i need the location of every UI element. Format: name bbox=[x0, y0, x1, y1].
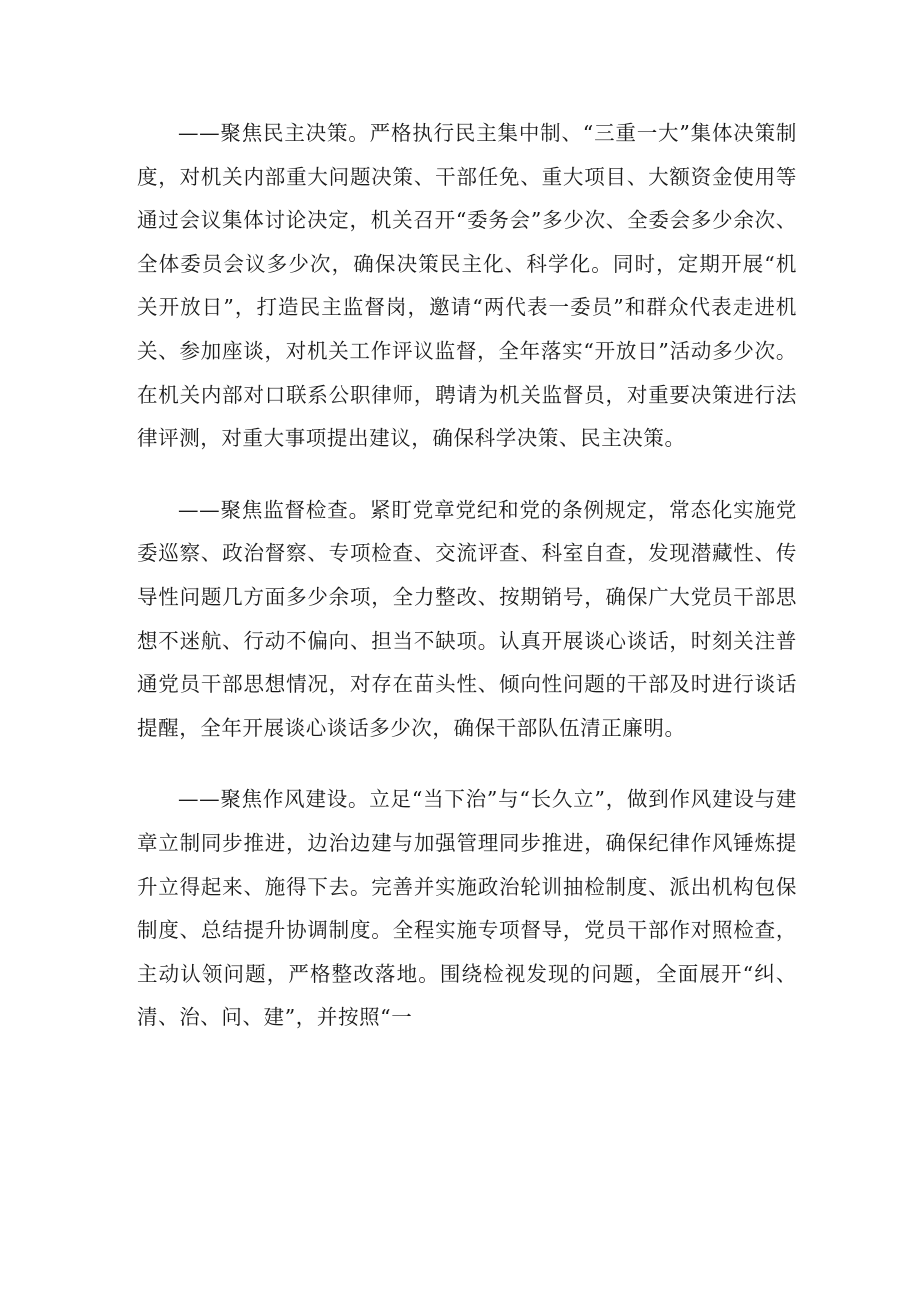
document-body bbox=[137, 112, 797, 1040]
paragraph-work-style-building: ——聚焦作风建设。立足“当下治”与“长久立”，做到作风建设与建章立制同步推进，边治边建与加强管理同步推进，确保纪律作风锤炼提升立得起来、施得下去。完善并实施政治轮训抽检制度、派出机构包保制度、总结提升协调制度。全程实施专项督导，党员干部作对照检查，主动认领问题，严格整改落地。围绕检视发现的问题，全面展开“纠、清、治、问、建”，并按照“一 bbox=[137, 787, 797, 1030]
paragraph-supervision-inspection: ——聚焦监督检查。紧盯党章党纪和党的条例规定，常态化实施党委巡察、政治督察、专项检查、交流评查、科室自查，发现潜藏性、传导性问题几方面多少余项，全力整改、按期销号，确保广大党员干部思想不迷航、行动不偏向、担当不缺项。认真开展谈心谈话，时刻关注普通党员干部思想情况，对存在苗头性、倾向性问题的干部及时进行谈话提醒，全年开展谈心谈话多少次，确保干部队伍清正廉明。 bbox=[137, 497, 797, 740]
paragraph-democratic-decision: ——聚焦民主决策。严格执行民主集中制、“三重一大”集体决策制度，对机关内部重大问题决策、干部任免、重大项目、大额资金使用等通过会议集体讨论决定，机关召开“委务会”多少次、全委会多少余次、全体委员会议多少次，确保决策民主化、科学化。同时，定期开展“机关开放日”，打造民主监督岗，邀请“两代表一委员”和群众代表走进机关、参加座谈，对机关工作评议监督，全年落实“开放日”活动多少次。在机关内部对口联系公职律师，聘请为机关监督员，对重要决策进行法律评测，对重大事项提出建议，确保科学决策、民主决策。 bbox=[137, 121, 797, 451]
